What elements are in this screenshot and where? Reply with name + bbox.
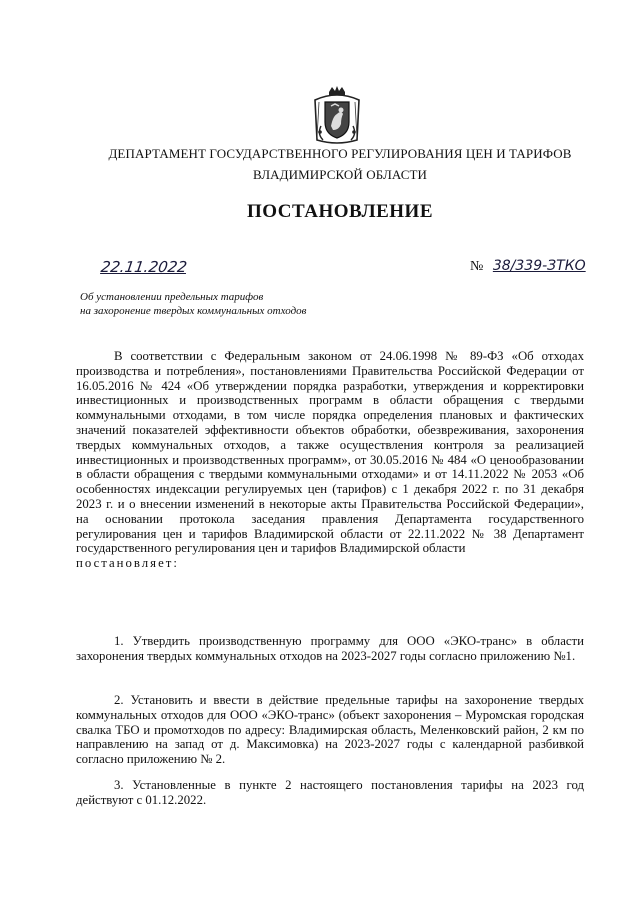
subject-line1: Об установлении предельных тарифов	[80, 291, 264, 303]
preamble-text: В соответствии с Федеральным законом от 24.06.1998 № 89-ФЗ «Об отходах производства и потребления», постановлениями Правительства Российской Федерации от 16.05.2016 № 424 «Об утверждении порядка разработки, утверждения и корректировки инвестиционных и производственных программ в области обращения с твердыми коммунальными отходами, в том числе порядка определения плановых и фактических значений показателей эффективности объектов обработки, обезвреживания, захоронения твердых коммунальных отходов, а также осуществления контроля за реализацией инвестиционных и производственных программ», от 30.05.2016 № 484 «О ценообразовании в области обращения с твердыми коммунальными отходами» и от 14.11.2022 № 2053 «Об особенностях индексации регулируемых цен (тарифов) с 1 декабря 2022 г. по 31 декабря 2023 г. и о внесении изменений в некоторые акты Правительства Российской Федерации», на основании протокола заседания правления Департамента государственного регулирования цен и тарифов Владимирской области от 22.11.2022 № 38 Департамент государственного регулирования цен и тарифов Владимирской области	[76, 349, 584, 556]
number-value: 38/339-ЗТКО	[492, 258, 586, 274]
document-date: 22.11.2022	[99, 258, 189, 276]
item-2-paragraph: 2. Установить и ввести в действие предельные тарифы на захоронение твердых коммунальных отходов для ООО «ЭКО-транс» (объект захоронения – Муромская городская свалка ТБО и промотходов по адресу: Владимирская область, Меленковский район, 2 км по направлению на запад от д. Максимовка) на 2023-2027 годы с календарной разбивкой согласно приложению № 2.	[76, 693, 584, 767]
subject-line2: на захоронение твердых коммунальных отходов	[80, 305, 307, 317]
department-name-line1: ДЕПАРТАМЕНТ ГОСУДАРСТВЕННОГО РЕГУЛИРОВАНИЯ ЦЕН И ТАРИФОВ	[108, 146, 572, 161]
number-label: №	[470, 259, 484, 274]
department-name-line2: ВЛАДИМИРСКОЙ ОБЛАСТИ	[252, 167, 428, 182]
coat-of-arms-icon	[311, 86, 363, 146]
document-subject	[80, 290, 400, 318]
resolves-keyword: постановляет:	[76, 556, 179, 571]
item-1-paragraph: 1. Утвердить производственную программу для ООО «ЭКО-транс» в области захоронения твердых коммунальных отходов на 2023-2027 годы согласно приложению №1.	[76, 634, 584, 663]
document-type-title: ПОСТАНОВЛЕНИЕ	[246, 201, 434, 222]
item-3-paragraph: 3. Установленные в пункте 2 настоящего постановления тарифы на 2023 год действуют с 01.12.2022.	[76, 778, 584, 807]
document-number	[470, 258, 586, 275]
preamble-paragraph	[76, 349, 584, 571]
